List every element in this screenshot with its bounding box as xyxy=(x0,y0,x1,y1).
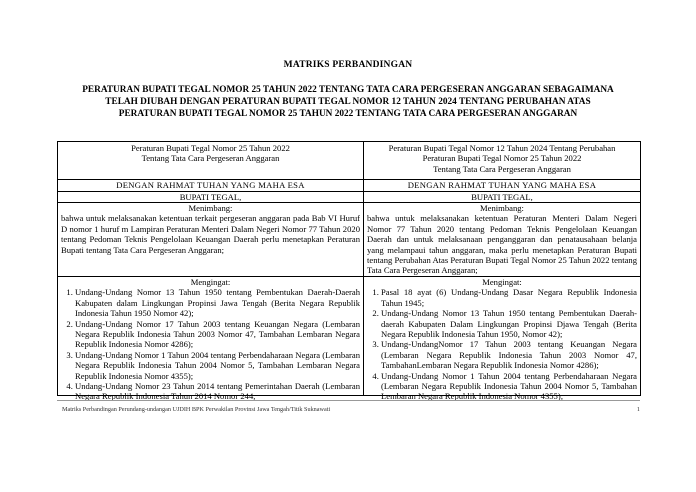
table-header-row xyxy=(58,142,641,180)
comparison-table xyxy=(57,141,641,402)
left-menimbang-cell xyxy=(58,203,364,277)
page-footer xyxy=(62,406,640,413)
page-number: 1 xyxy=(636,406,640,413)
left-official: BUPATI TEGAL, xyxy=(58,191,364,202)
left-opening: DENGAN RAHMAT TUHAN YANG MAHA ESA xyxy=(58,180,364,191)
document-subtitle xyxy=(40,84,656,120)
right-opening: DENGAN RAHMAT TUHAN YANG MAHA ESA xyxy=(364,180,641,191)
footer-text: Matriks Perbandingan Perundang-undangan UJDIH BPK Perwakilan Provinsi Jawa Tengah/Titik Suknawati xyxy=(62,406,331,413)
table-row xyxy=(58,203,641,277)
header-line: Tentang Tata Cara Pergeseran Anggaran xyxy=(141,153,280,164)
header-line: Peraturan Bupati Tegal Nomor 12 Tahun 2024 Tentang Perubahan xyxy=(388,143,616,153)
left-column-header xyxy=(58,142,364,180)
menimbang-label: Menimbang: xyxy=(188,203,233,214)
menimbang-text: bahwa untuk melaksanakan ketentuan terkait pergeseran anggaran pada Bab VI Huruf D nomor 1 huruf m Lampiran Peraturan Menteri Dalam Negeri Nomor 77 Tahun 2020 tentang Pedoman Teknis Pengelolaan Keuangan Daerah perlu menetapkan Peraturan Bupati tentang Tata Cara Pergeseran Anggaran; xyxy=(61,213,360,255)
table-row xyxy=(58,180,641,191)
list-item: 2. Undang-Undang Nomor 13 Tahun 1950 tentang Pembentukan Daerah-daerah Kabupaten Dalam Lingkungan Propinsi Djawa Tengah (Berita Negara Republik Indonesia Tahun 1950, Nomor 42); xyxy=(381,308,637,339)
header-line: Peraturan Bupati Tegal Nomor 25 Tahun 2022 xyxy=(422,153,582,164)
table-row xyxy=(58,276,641,395)
subtitle-line: TELAH DIUBAH DENGAN PERATURAN BUPATI TEGAL NOMOR 12 TAHUN 2024 TENTANG PERUBAHAN ATAS xyxy=(105,97,591,107)
right-menimbang-cell xyxy=(364,203,641,277)
subtitle-line: PERATURAN BUPATI TEGAL NOMOR 25 TAHUN 2022 TENTANG TATA CARA PERGESERAN ANGGARAN SEBAGAIMANA xyxy=(82,85,614,95)
list-item: 1. Pasal 18 ayat (6) Undang-Undang Dasar Negara Republik Indonesia Tahun 1945; xyxy=(381,287,637,308)
left-mengingat-cell xyxy=(58,276,364,402)
document-title: MATRIKS PERBANDINGAN xyxy=(283,60,413,70)
list-item: 2. Undang-Undang Nomor 17 Tahun 2003 tentang Keuangan Negara (Lembaran Negara Republik Indonesia Tahun 2003 Nomor 47, Tambahan Lembaran Negara Republik Indonesia Nomor 4286); xyxy=(75,319,360,350)
list-item: 4. Undang-Undang Nomor 1 Tahun 2004 tentang Perbendaharaan Negara (Lembaran Negara Republik Indonesia Tahun 2004 Nomor 5, Tambahan Lembaran Negara Republik Indonesia Nomor 4355); xyxy=(381,371,637,402)
right-official: BUPATI TEGAL, xyxy=(364,191,641,202)
menimbang-label: Menimbang: xyxy=(480,203,524,214)
list-item: 1. Undang-Undang Nomor 13 Tahun 1950 tentang Pembentukan Daerah-Daerah Kabupaten dalam Lingkungan Propinsi Jawa Tengah (Berita Negara Republik Indonesia Tahun 1950 Nomor 42); xyxy=(75,287,360,318)
header-line: Peraturan Bupati Tegal Nomor 25 Tahun 2022 xyxy=(131,143,290,153)
subtitle-line: PERATURAN BUPATI TEGAL NOMOR 25 TAHUN 2022 TENTANG TATA CARA PERGESERAN ANGGARAN xyxy=(118,109,578,119)
mengingat-label: Mengingat: xyxy=(482,276,522,287)
right-column-header xyxy=(364,142,641,180)
table-row xyxy=(58,191,641,202)
menimbang-text: bahwa untuk melaksanakan ketentuan Peraturan Menteri Dalam Negeri Nomor 77 Tahun 2020 tentang Pedoman Teknis Pengelolaan Keuangan Daerah dan untuk melaksanaan penganggaran dan penatausahaan belanja yang melampaui tahun anggaran, maka perlu menetapkan Peraturan Bupati tentang Perubahan Atas Peraturan Bupati Tegal Nomor 25 Tahun 2022 tentang Tata Cara Pergeseran Anggaran; xyxy=(367,213,637,276)
footer-divider xyxy=(57,400,640,401)
list-item: 3. Undang-Undang Nomor 1 Tahun 2004 tentang Perbendaharaan Negara (Lembaran Negara Republik Indonesia Tahun 2004 Nomor 5, Tambahan Lembaran Negara Republik Indonesia Nomor 4355); xyxy=(75,350,360,381)
mengingat-label: Mengingat: xyxy=(190,276,231,287)
header-line: Tentang Tata Cara Pergeseran Anggaran xyxy=(433,163,571,174)
right-mengingat-cell xyxy=(364,276,641,402)
list-item: 4. Undang-Undang Nomor 23 Tahun 2014 tentang Pemerintahan Daerah (Lembaran Negara Republik Indonesia Tahun 2014 Nomor 244, xyxy=(75,381,360,402)
list-item: 3. Undang-UndangNomor 17 Tahun 2003 tentang Keuangan Negara (Lembaran Negara Republik Indonesia Tahun 2003 Nomor 47, TambahanLembaran Negara Republik Indonesia Nomor 4286); xyxy=(381,339,637,370)
